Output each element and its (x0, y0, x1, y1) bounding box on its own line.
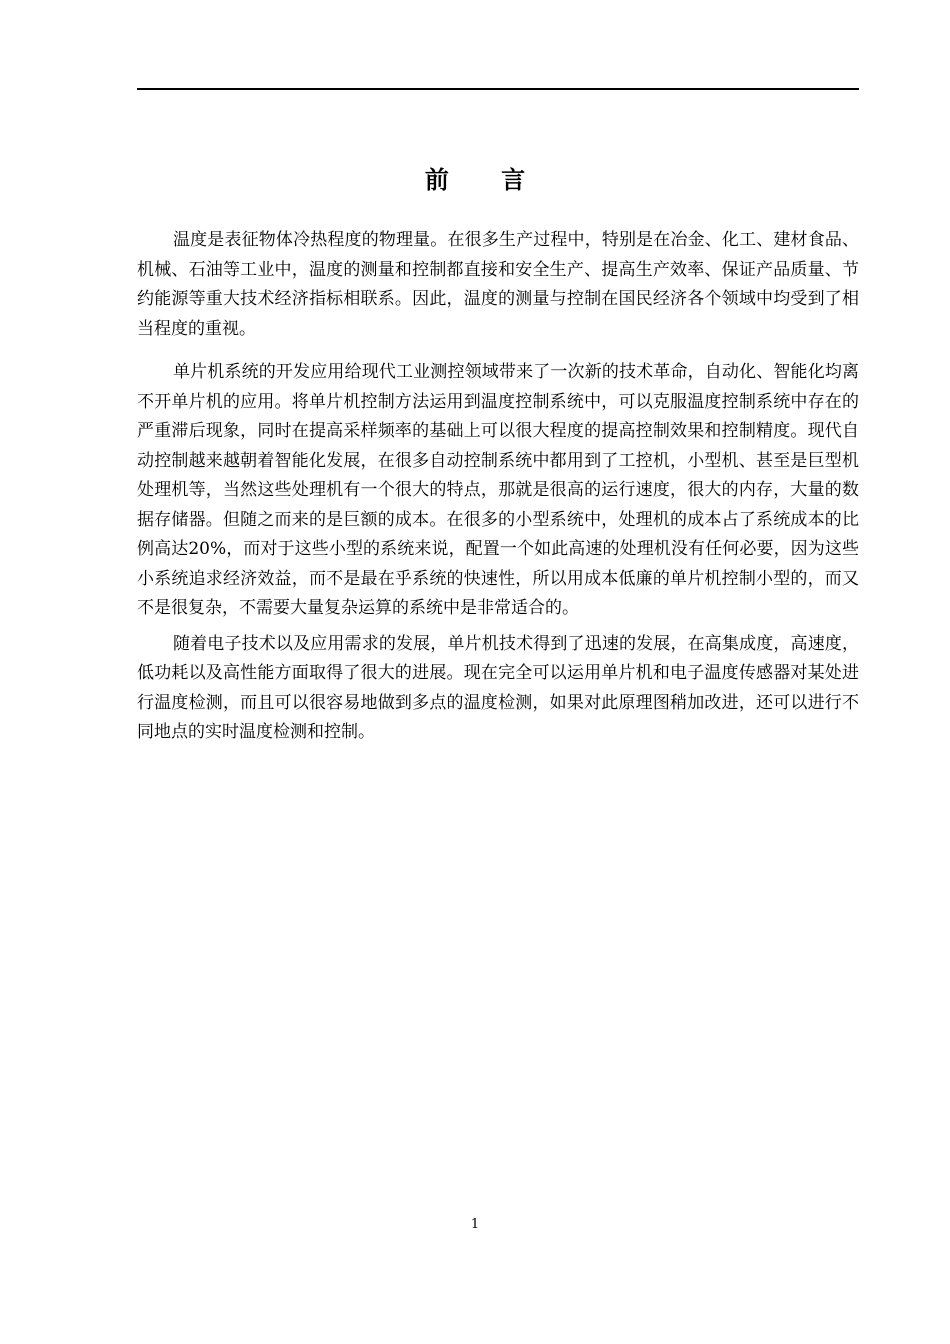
page-title: 前 言 (424, 165, 548, 194)
body-text (137, 226, 859, 748)
header-rule (137, 88, 859, 90)
paragraph-2: 单片机系统的开发应用给现代工业测控领域带来了一次新的技术革命，自动化、智能化均离不开单片机的应用。将单片机控制方法运用到温度控制系统中，可以克服温度控制系统中存在的严重滞后现象，同时在提高采样频率的基础上可以很大程度的提高控制效果和控制精度。现代自动控制越来越朝着智能化发展，在很多自动控制系统中都用到了工控机，小型机、甚至是巨型机处理机等，当然这些处理机有一个很大的特点，那就是很高的运行速度，很大的内存，大量的数据存储器。但随之而来的是巨额的成本。在很多的小型系统中，处理机的成本占了系统成本的比例高达20%，而对于这些小型的系统来说，配置一个如此高速的处理机没有任何必要，因为这些小系统追求经济效益，而不是最在乎系统的快速性，所以用成本低廉的单片机控制小型的，而又不是很复杂，不需要大量复杂运算的系统中是非常适合的。 (137, 362, 859, 618)
paragraph-1: 温度是表征物体冷热程度的物理量。在很多生产过程中，特别是在冶金、化工、建材食品、机械、石油等工业中，温度的测量和控制都直接和安全生产、提高生产效率、保证产品质量、节约能源等重大技术经济指标相联系。因此，温度的测量与控制在国民经济各个领域中均受到了相当程度的重视。 (137, 230, 859, 339)
paragraph-3: 随着电子技术以及应用需求的发展，单片机技术得到了迅速的发展，在高集成度，高速度，低功耗以及高性能方面取得了很大的进展。现在完全可以运用单片机和电子温度传感器对某处进行温度检测，而且可以很容易地做到多点的温度检测，如果对此原理图稍加改进，还可以进行不同地点的实时温度检测和控制。 (137, 633, 859, 742)
page-number: 1 (470, 1217, 480, 1232)
